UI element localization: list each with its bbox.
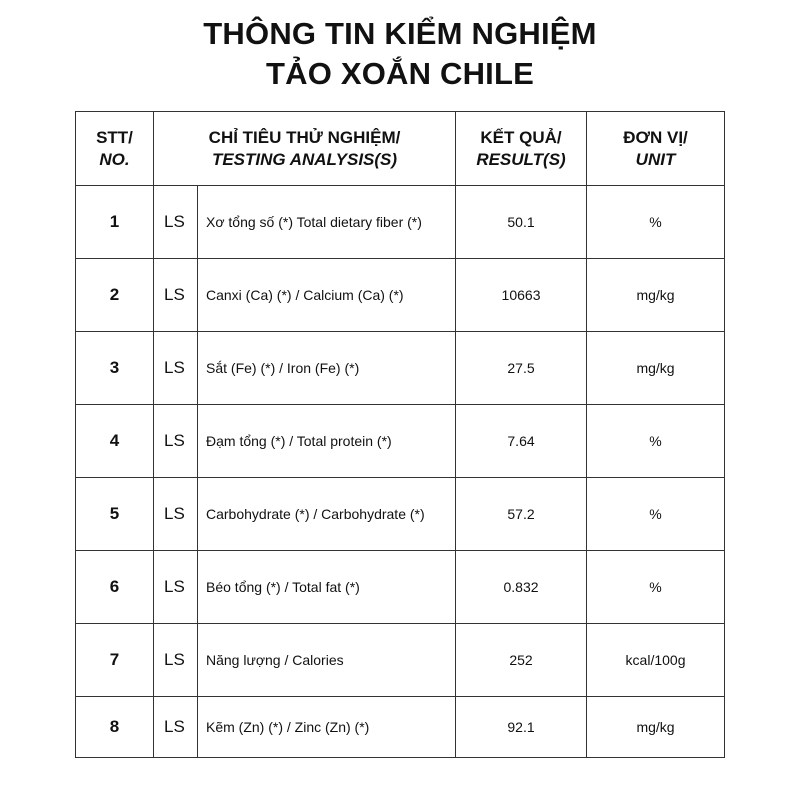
header-unit-en: UNIT [635,149,676,169]
row-method: LS [154,551,198,624]
row-unit: % [587,551,725,624]
row-method: LS [154,332,198,405]
table-row [76,405,725,478]
table-row [76,624,725,697]
table-row [76,332,725,405]
row-number: 4 [76,405,154,478]
table-row [76,186,725,259]
row-result: 0.832 [456,551,587,624]
table-row [76,478,725,551]
row-result: 27.5 [456,332,587,405]
row-analysis: Béo tổng (*) / Total fat (*) [198,551,456,624]
page-title-line-1: THÔNG TIN KIỂM NGHIỆM [203,16,597,51]
row-number: 7 [76,624,154,697]
table-row [76,697,725,758]
row-analysis: Đạm tổng (*) / Total protein (*) [198,405,456,478]
row-number: 2 [76,259,154,332]
row-result: 7.64 [456,405,587,478]
header-stt [76,112,154,186]
row-analysis: Carbohydrate (*) / Carbohydrate (*) [198,478,456,551]
header-result [456,112,587,186]
row-method: LS [154,259,198,332]
header-result-vi: KẾT QUẢ/ [480,127,562,147]
row-number: 3 [76,332,154,405]
row-analysis: Kẽm (Zn) (*) / Zinc (Zn) (*) [198,697,456,758]
row-method: LS [154,186,198,259]
row-unit: mg/kg [587,332,725,405]
row-result: 92.1 [456,697,587,758]
row-unit: kcal/100g [587,624,725,697]
header-stt-vi: STT/ [96,127,133,147]
row-result: 57.2 [456,478,587,551]
row-method: LS [154,697,198,758]
row-analysis: Canxi (Ca) (*) / Calcium (Ca) (*) [198,259,456,332]
page-title-line-2: TẢO XOẮN CHILE [265,56,535,91]
header-stt-en: NO. [99,149,130,169]
test-results-table [75,111,725,758]
row-result: 50.1 [456,186,587,259]
row-number: 1 [76,186,154,259]
row-method: LS [154,478,198,551]
header-unit-vi: ĐƠN VỊ/ [623,127,688,147]
row-unit: % [587,478,725,551]
row-analysis: Sắt (Fe) (*) / Iron (Fe) (*) [198,332,456,405]
row-unit: % [587,405,725,478]
header-result-en: RESULT(S) [476,149,566,169]
row-unit: mg/kg [587,697,725,758]
row-result: 10663 [456,259,587,332]
row-method: LS [154,624,198,697]
row-analysis: Năng lượng / Calories [198,624,456,697]
row-number: 8 [76,697,154,758]
row-method: LS [154,405,198,478]
row-unit: mg/kg [587,259,725,332]
row-number: 6 [76,551,154,624]
table-row [76,551,725,624]
row-number: 5 [76,478,154,551]
table-row [76,259,725,332]
row-result: 252 [456,624,587,697]
table-header-row [76,112,725,186]
row-analysis: Xơ tổng số (*) Total dietary fiber (*) [198,186,456,259]
header-analysis [154,112,456,186]
row-unit: % [587,186,725,259]
header-analysis-en: TESTING ANALYSIS(S) [211,149,398,169]
header-analysis-vi: CHỈ TIÊU THỬ NGHIỆM/ [208,127,401,147]
header-unit [587,112,725,186]
